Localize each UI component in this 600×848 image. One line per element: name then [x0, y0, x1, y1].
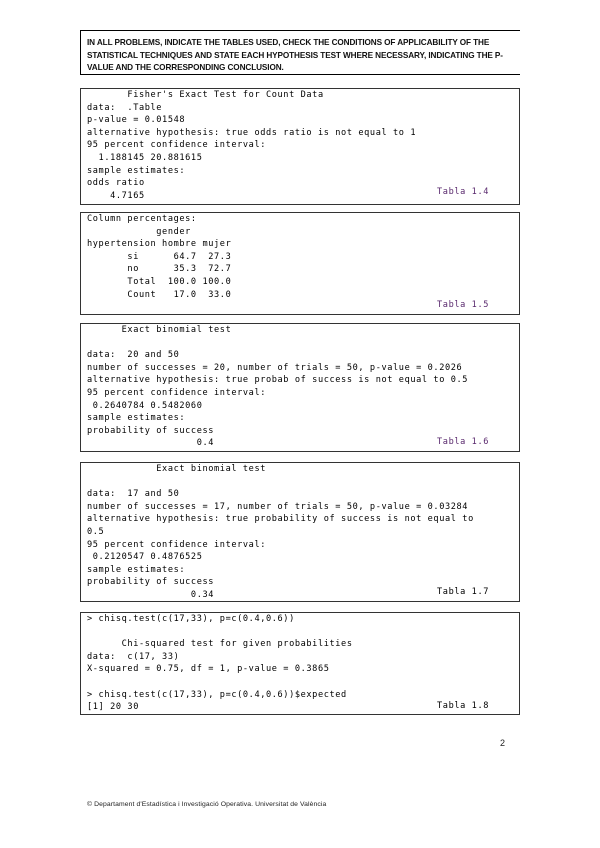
output-box-tabla-1-8 — [80, 612, 520, 715]
table-label: Tabla 1.7 — [437, 587, 489, 597]
output-box-tabla-1-4 — [80, 88, 520, 205]
r-output-text: Exact binomial test data: 20 and 50 number of successes = 20, number of trials = 50, p-value = 0.2026 alternative hypothesis: true probab of success is not equal to 0.5 95 percent confidence interval: 0.2640784 0.5482060 sample estimates: probability of success 0.4 — [87, 325, 469, 449]
page-number: 2 — [500, 738, 506, 748]
instructions-text: IN ALL PROBLEMS, INDICATE THE TABLES USED, CHECK THE CONDITIONS OF APPLICABILITY OF THE STATISTICAL TECHNIQUES AND STATE EACH HYPOTHESIS TEST WHERE NECESSARY, INDICATING THE P-VALUE AND THE CORRESPONDING CONCLUSION. — [87, 38, 503, 72]
footer-copyright: © Departament d'Estadística i Investigació Operativa. Universitat de València — [87, 801, 327, 808]
table-label: Tabla 1.5 — [437, 300, 489, 310]
table-label: Tabla 1.6 — [437, 437, 489, 447]
r-output-text: > chisq.test(c(17,33), p=c(0.4,0.6)) Chi-squared test for given probabilities data: c(17, 33) X-squared = 0.75, df = 1, p-value = 0.3865 > chisq.test(c(17,33), p=c(0.4,0.6))$expected [1] 20 30 — [87, 614, 353, 713]
r-output-text: Column percentages: gender hypertension hombre mujer si 64.7 27.3 no 35.3 72.7 Total 100.0 100.0 Count 17.0 33.0 — [87, 214, 232, 300]
r-output-text: Fisher's Exact Test for Count Data data: .Table p-value = 0.01548 alternative hypothesis: true odds ratio is not equal to 1 95 percent confidence interval: 1.188145 20.881615 sample estimates: odds ratio 4.7165 — [87, 90, 417, 201]
output-box-tabla-1-5 — [80, 212, 520, 315]
r-output-text: Exact binomial test data: 17 and 50 number of successes = 17, number of trials = 50, p-value = 0.03284 alternative hypothesis: true probability of success is not equal to 0.5 95 percent confidence interval: 0.2120547 0.4876525 sample estimates: probability of success 0.34 — [87, 464, 474, 600]
output-box-tabla-1-7 — [80, 462, 520, 602]
table-label: Tabla 1.8 — [437, 701, 489, 711]
output-box-tabla-1-6 — [80, 323, 520, 452]
table-label: Tabla 1.4 — [437, 187, 489, 197]
instructions-header — [80, 30, 520, 75]
